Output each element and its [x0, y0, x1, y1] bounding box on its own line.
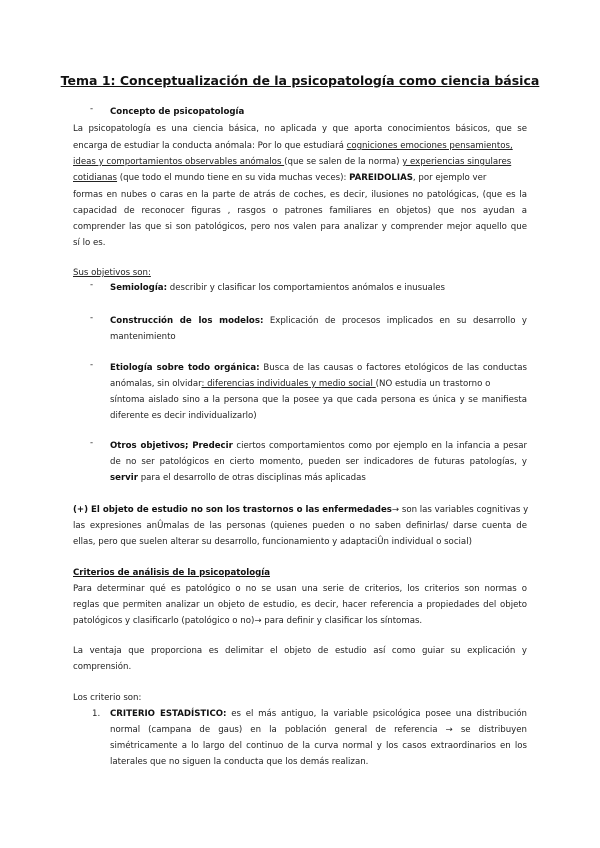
criteria-list-intro: Los criterio son:: [73, 693, 142, 703]
paragraph-line: Para determinar qué es patológico o no se usan una serie de criterios, los criterios son normas o: [73, 584, 527, 594]
paragraph-line: ellas, pero que suelen alterar su desarrollo, funcionamiento y adaptaciÛn individual o social): [73, 537, 472, 547]
objective-etiologia: Etiología sobre todo orgánica: Busca de las causas o factores etológicos de las conductas: [110, 363, 527, 373]
objective-semiologia: Semiología: describir y clasificar los comportamientos anómalos e inusuales: [110, 283, 445, 293]
criteria-item-estadistico: CRITERIO ESTADÍSTICO: es el más antiguo, la variable psicológica posee una distribución: [110, 709, 527, 719]
paragraph-line: cotidianas (que todo el mundo tiene en su vida muchas veces): PAREIDOLIAS, por ejemplo ver: [73, 173, 487, 183]
note-line: (+) El objeto de estudio no son los trastornos o las enfermedades→ son las variables cognitivas y: [73, 505, 529, 515]
bullet-dash: -: [90, 360, 94, 370]
paragraph-line: de no ser patológicos en cierto momento, pueden ser indicadores de futuras patologías, y: [110, 457, 527, 467]
paragraph-line: simétricamente a lo largo del continuo de la curva normal y los casos extraordinarios en los: [110, 741, 527, 751]
paragraph-line: formas en nubes o caras en la parte de atrás de coches, es decir, ilusiones no patológicas, (que es la: [73, 190, 527, 200]
paragraph-line: síntoma aislado sino a la persona que la posee ya que cada persona es única y se manifiesta: [110, 395, 527, 405]
paragraph-line: patológicos y clasificarlo (patológico o no)→ para definir y clasificar los síntomas.: [73, 616, 423, 626]
paragraph-line: normal (campana de gaus) en la población general de referencia → se distribuyen: [110, 725, 527, 735]
list-number: 1.: [92, 709, 101, 719]
bullet-dash: -: [90, 438, 94, 448]
objective-otros: Otros objetivos; Predecir ciertos comportamientos como por ejemplo en la infancia a pesar: [110, 441, 527, 451]
bullet-dash: -: [90, 104, 94, 114]
paragraph-line: ideas y comportamientos observables anómalos (que se salen de la norma) y experiencias singulares: [73, 157, 512, 167]
paragraph-line: las expresiones anÛmalas de las personas (quienes pueden o no saben definirlas/ darse cuenta de: [73, 521, 527, 531]
paragraph-line: sí lo es.: [73, 238, 106, 248]
paragraph-line: comprender las que si son patológicos, pero nos valen para analizar y comprender mejor aquello que: [73, 222, 527, 232]
paragraph-line: capacidad de reconocer figuras , rasgos o patrones familiares en objetos) que nos ayudan a: [73, 206, 527, 216]
paragraph-line: reglas que permiten analizar un objeto de estudio, es decir, hacer referencia a propiedades del objeto: [73, 600, 527, 610]
section-heading-concepto: Concepto de psicopatología: [110, 107, 245, 117]
paragraph-line: laterales que no siguen la conducta que los demás realizan.: [110, 757, 369, 767]
paragraph-line: servir para el desarrollo de otras disciplinas más aplicadas: [110, 473, 366, 483]
paragraph-line: comprensión.: [73, 662, 132, 672]
objective-modelos: Construcción de los modelos: Explicación de procesos implicados en su desarrollo y: [110, 316, 527, 326]
paragraph-line: encarga de estudiar la conducta anómala: Por lo que estudiará cogniciones emociones pensamientos,: [73, 141, 513, 151]
paragraph-line: anómalas, sin olvidar: diferencias individuales y medio social (NO estudia un trastorno o: [110, 379, 491, 389]
criteria-heading: Criterios de análisis de la psicopatología: [73, 568, 270, 578]
bullet-dash: -: [90, 280, 94, 290]
paragraph-line: diferente es decir individualizarlo): [110, 411, 257, 421]
page-title: Tema 1: Conceptualización de la psicopatología como ciencia básica: [60, 73, 540, 88]
objectives-heading: Sus objetivos son:: [73, 268, 151, 278]
bullet-dash: -: [90, 313, 94, 323]
paragraph-line: La psicopatología es una ciencia básica, no aplicada y que aporta conocimientos básicos, que se: [73, 124, 527, 134]
paragraph-line: mantenimiento: [110, 332, 176, 342]
paragraph-line: La ventaja que proporciona es delimitar el objeto de estudio así como guiar su explicación y: [73, 646, 527, 656]
